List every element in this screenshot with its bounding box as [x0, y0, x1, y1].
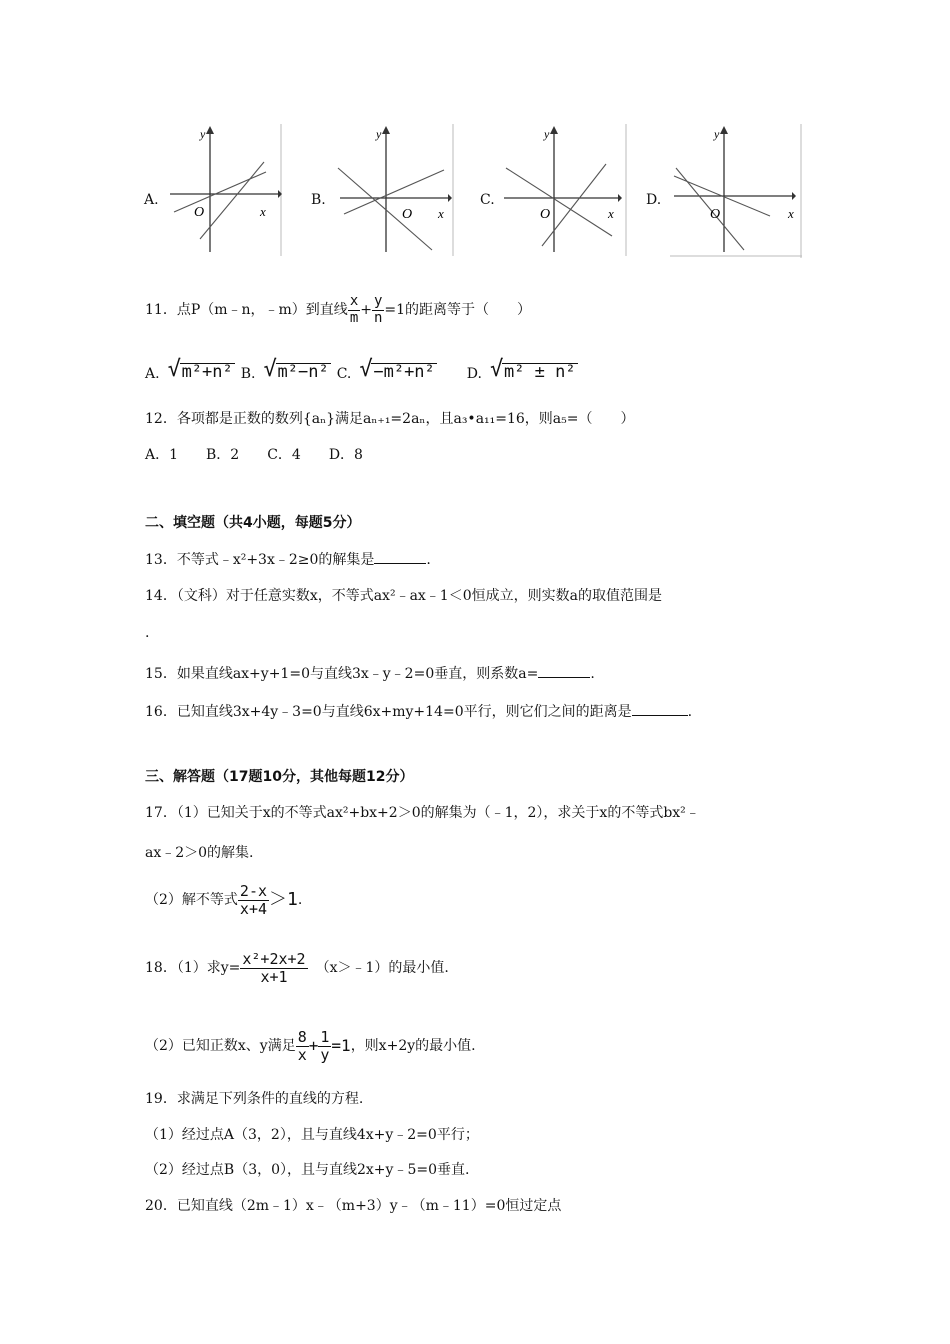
question-17-line-1: 17．（1）已知关于x的不等式ax²+bx+2＞0的解集为（﹣1，2），求关于x的不等式bx²﹣	[145, 805, 700, 821]
answer-blank	[538, 665, 590, 678]
question-14: 14．（文科）对于任意实数x，不等式ax²﹣ax﹣1＜0恒成立，则实数a的取值范围是	[145, 588, 662, 604]
question-17-part-2: （2）解不等式 $\frac{2-x}{x+4}$ ＞1 .	[145, 882, 303, 918]
graph-d	[670, 124, 802, 258]
answer-blank	[632, 703, 688, 716]
graph-label-d: D.	[646, 192, 662, 208]
question-19-part-1: （1）经过点A（3，2），且与直线4x+y﹣2=0平行；	[145, 1127, 479, 1143]
question-16: 16．已知直线3x+4y﹣3=0与直线6x+my+14=0平行，则它们之间的距离是 .	[145, 704, 693, 720]
question-19: 19．求满足下列条件的直线的方程.	[145, 1091, 364, 1107]
graph-a	[166, 124, 282, 256]
svg-text:y: y	[544, 127, 550, 141]
fraction-1-over-y: $\frac{1}{y}$	[320, 1028, 330, 1064]
question-19-part-2: （2）经过点B（3，0），且与直线2x+y﹣5=0垂直.	[145, 1162, 470, 1178]
section-2-heading: 二、填空题（共4小题，每题5分）	[145, 515, 361, 531]
origin-label: O	[194, 205, 205, 220]
question-18: 18．（1）求y= $\frac{\text{x²+2x+2}}{x+1}$ （x＞﹣1）的最小值.	[145, 950, 449, 986]
question-13: 13．不等式﹣x²+3x﹣2≥0的解集是 .	[145, 552, 431, 568]
fraction-8-over-x: $\frac{8}{x}$	[297, 1028, 307, 1064]
svg-text:O: O	[710, 207, 721, 222]
fraction-y-over-n: $\frac{y}{n}$	[373, 293, 383, 326]
graph-c	[500, 124, 628, 256]
question-12-stem: 12．各项都是正数的数列{aₙ}满足aₙ₊₁=2aₙ，且a₃•a₁₁=16，则a₅=（ ）	[145, 411, 635, 427]
question-20: 20．已知直线（2m﹣1）x﹣（m+3）y﹣（m﹣11）=0恒过定点	[145, 1198, 562, 1214]
section-3-heading: 三、解答题（17题10分，其他每题12分）	[145, 769, 414, 785]
question-18-part-2: （2）已知正数x、y满足 $\frac{8}{x}$ + $\frac{1}{y}$ =1 ，则x+2y的最小值.	[145, 1028, 476, 1064]
axis-x-label: x	[260, 204, 266, 219]
question-11-options: A. √ m²+n² B. √ m²−n² C. √ −m²+n² D. √ m² ± n²	[145, 357, 576, 382]
fraction-y-expression: $\frac{\text{x²+2x+2}}{x+1}$	[242, 950, 306, 986]
option-a-sqrt: √ m²+n²	[167, 357, 233, 382]
question-12-options: A．1 B．2 C．4 D．8	[145, 447, 363, 463]
graph-b	[334, 124, 454, 256]
svg-text:O: O	[402, 207, 413, 222]
axis-y-label: y	[200, 127, 206, 141]
option-b-sqrt: √ m²−n²	[263, 357, 329, 382]
svg-text:x: x	[788, 206, 794, 221]
option-c-sqrt: √ −m²+n²	[359, 357, 435, 382]
graph-label-a: A.	[144, 192, 159, 208]
graph-label-c: C.	[480, 192, 495, 208]
question-17-line-2: ax﹣2＞0的解集.	[145, 845, 254, 861]
question-11-stem: 11．点P（m﹣n，﹣m）到直线 $\frac{x}{m}$ + $\frac{y}{n}$ =1的距离等于（ ）	[145, 293, 532, 326]
question-14-end: .	[145, 625, 150, 641]
svg-text:y: y	[376, 127, 382, 141]
question-15: 15．如果直线ax+y+1=0与直线3x﹣y﹣2=0垂直，则系数a= .	[145, 666, 595, 682]
graph-label-b: B.	[311, 192, 326, 208]
svg-text:x: x	[438, 206, 444, 221]
svg-text:x: x	[608, 206, 614, 221]
option-d-sqrt: √ m² ± n²	[489, 357, 576, 382]
fraction-2-x-over-x-4: $\frac{2-x}{x+4}$	[239, 882, 268, 918]
answer-blank	[374, 551, 426, 564]
fraction-x-over-m: $\frac{x}{m}$	[349, 293, 359, 326]
svg-text:O: O	[540, 207, 551, 222]
svg-text:y: y	[714, 127, 720, 141]
